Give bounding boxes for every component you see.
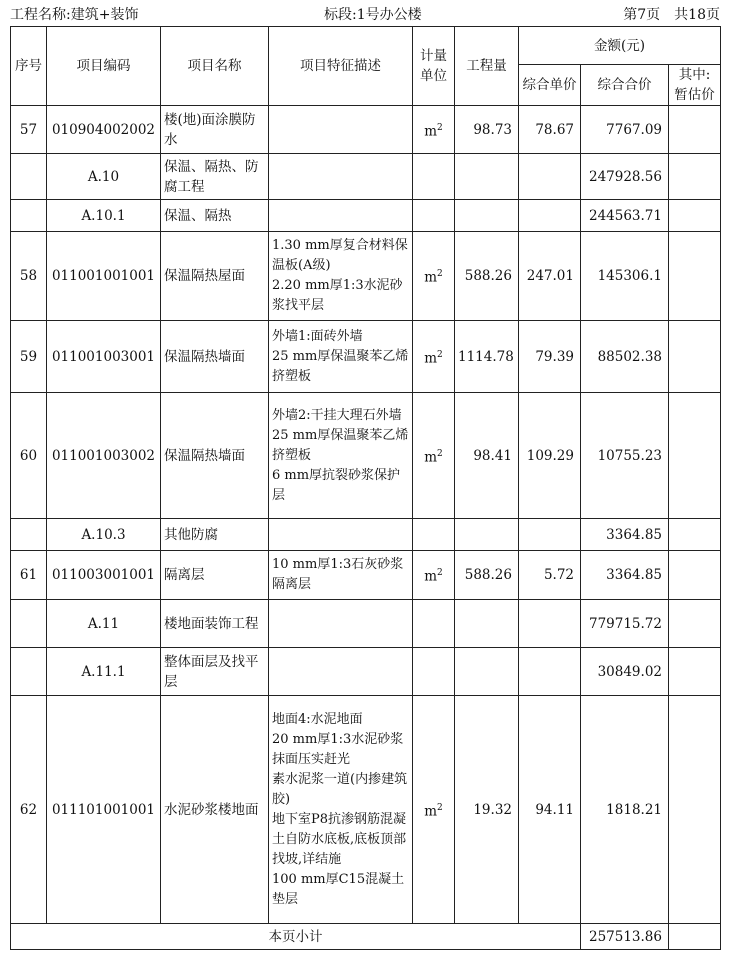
table-row bbox=[11, 154, 721, 200]
table-row bbox=[11, 106, 721, 154]
subtotal-provisional bbox=[669, 924, 721, 950]
row-name: 保温隔热屋面 bbox=[161, 232, 269, 321]
row-total: 244563.71 bbox=[581, 200, 669, 232]
row-unit bbox=[413, 321, 455, 393]
row-unit-price: 94.11 bbox=[519, 696, 581, 924]
row-total: 10755.23 bbox=[581, 393, 669, 519]
row-unit-price: 109.29 bbox=[519, 393, 581, 519]
row-seq bbox=[11, 200, 47, 232]
row-provisional bbox=[669, 393, 721, 519]
row-qty bbox=[455, 519, 519, 551]
row-provisional bbox=[669, 519, 721, 551]
row-total: 88502.38 bbox=[581, 321, 669, 393]
unit-text: m bbox=[424, 350, 438, 367]
row-seq: 62 bbox=[11, 696, 47, 924]
row-code: 010904002002 bbox=[47, 106, 161, 154]
header-qty: 工程量 bbox=[455, 27, 519, 106]
table-row bbox=[11, 232, 721, 321]
row-total: 7767.09 bbox=[581, 106, 669, 154]
row-code: 011101001001 bbox=[47, 696, 161, 924]
row-total: 247928.56 bbox=[581, 154, 669, 200]
row-total: 145306.1 bbox=[581, 232, 669, 321]
row-qty bbox=[455, 200, 519, 232]
row-total: 3364.85 bbox=[581, 551, 669, 600]
header-unit-price: 综合单价 bbox=[519, 65, 581, 106]
row-qty bbox=[455, 600, 519, 648]
row-name: 隔离层 bbox=[161, 551, 269, 600]
row-name: 保温隔热墙面 bbox=[161, 393, 269, 519]
row-unit-price bbox=[519, 200, 581, 232]
row-unit-price: 247.01 bbox=[519, 232, 581, 321]
row-seq bbox=[11, 600, 47, 648]
unit-superscript: 2 bbox=[437, 802, 443, 813]
header-name: 项目名称 bbox=[161, 27, 269, 106]
row-unit bbox=[413, 551, 455, 600]
row-name: 楼(地)面涂膜防水 bbox=[161, 106, 269, 154]
row-unit-price: 5.72 bbox=[519, 551, 581, 600]
row-unit bbox=[413, 648, 455, 696]
row-seq: 59 bbox=[11, 321, 47, 393]
table-body bbox=[11, 106, 721, 924]
row-code: 011001001001 bbox=[47, 232, 161, 321]
table-row bbox=[11, 696, 721, 924]
row-unit bbox=[413, 519, 455, 551]
row-desc: 外墙1:面砖外墙 25 mm厚保温聚苯乙烯挤塑板 bbox=[269, 321, 413, 393]
row-seq bbox=[11, 519, 47, 551]
header-total: 综合合价 bbox=[581, 65, 669, 106]
table-row bbox=[11, 393, 721, 519]
row-desc bbox=[269, 106, 413, 154]
row-qty bbox=[455, 648, 519, 696]
page-header bbox=[8, 4, 720, 24]
unit-text: m bbox=[424, 568, 438, 585]
unit-superscript: 2 bbox=[437, 122, 443, 133]
row-unit bbox=[413, 200, 455, 232]
project-name: 工程名称:建筑+装饰 bbox=[10, 7, 139, 23]
row-seq: 58 bbox=[11, 232, 47, 321]
row-provisional bbox=[669, 600, 721, 648]
row-qty: 1114.78 bbox=[455, 321, 519, 393]
row-desc: 10 mm厚1:3石灰砂浆隔离层 bbox=[269, 551, 413, 600]
row-unit-price bbox=[519, 154, 581, 200]
row-code: A.10.1 bbox=[47, 200, 161, 232]
row-code: A.10.3 bbox=[47, 519, 161, 551]
row-seq bbox=[11, 154, 47, 200]
unit-text: m bbox=[424, 123, 438, 140]
page-number: 第7页 共18页 bbox=[623, 7, 720, 23]
unit-superscript: 2 bbox=[437, 269, 443, 280]
row-seq: 61 bbox=[11, 551, 47, 600]
row-code: 011003001001 bbox=[47, 551, 161, 600]
unit-text: m bbox=[424, 449, 438, 466]
row-code: A.10 bbox=[47, 154, 161, 200]
row-unit bbox=[413, 154, 455, 200]
table-row bbox=[11, 648, 721, 696]
row-name: 保温、隔热、防腐工程 bbox=[161, 154, 269, 200]
row-seq bbox=[11, 648, 47, 696]
row-name: 其他防腐 bbox=[161, 519, 269, 551]
row-qty: 19.32 bbox=[455, 696, 519, 924]
row-seq: 60 bbox=[11, 393, 47, 519]
table-row bbox=[11, 551, 721, 600]
row-unit bbox=[413, 106, 455, 154]
row-desc bbox=[269, 600, 413, 648]
row-code: A.11.1 bbox=[47, 648, 161, 696]
unit-text: m bbox=[424, 269, 438, 286]
row-desc bbox=[269, 154, 413, 200]
row-name: 水泥砂浆楼地面 bbox=[161, 696, 269, 924]
row-provisional bbox=[669, 321, 721, 393]
subtotal-total: 257513.86 bbox=[581, 924, 669, 950]
row-desc bbox=[269, 200, 413, 232]
row-qty: 588.26 bbox=[455, 232, 519, 321]
row-desc: 地面4:水泥地面 20 mm厚1:3水泥砂浆抹面压实赶光 素水泥浆一道(内掺建筑胶) 地下室P8抗渗钢筋混凝土自防水底板,底板顶部找坡,详结施 100 mm厚C15混凝土垫层 bbox=[269, 696, 413, 924]
row-unit bbox=[413, 232, 455, 321]
row-provisional bbox=[669, 200, 721, 232]
row-provisional bbox=[669, 106, 721, 154]
unit-superscript: 2 bbox=[437, 448, 443, 459]
table-row bbox=[11, 600, 721, 648]
row-unit bbox=[413, 696, 455, 924]
row-qty: 98.73 bbox=[455, 106, 519, 154]
row-name: 楼地面装饰工程 bbox=[161, 600, 269, 648]
row-provisional bbox=[669, 154, 721, 200]
header-code: 项目编码 bbox=[47, 27, 161, 106]
row-code: A.11 bbox=[47, 600, 161, 648]
row-total: 779715.72 bbox=[581, 600, 669, 648]
row-unit-price: 79.39 bbox=[519, 321, 581, 393]
row-desc: 外墙2:干挂大理石外墙 25 mm厚保温聚苯乙烯挤塑板 6 mm厚抗裂砂浆保护层 bbox=[269, 393, 413, 519]
section-name: 标段:1号办公楼 bbox=[324, 7, 422, 23]
row-name: 整体面层及找平层 bbox=[161, 648, 269, 696]
row-unit bbox=[413, 393, 455, 519]
row-name: 保温隔热墙面 bbox=[161, 321, 269, 393]
table-row bbox=[11, 519, 721, 551]
header-amount: 金额(元) bbox=[519, 27, 721, 65]
row-total: 1818.21 bbox=[581, 696, 669, 924]
row-unit-price: 78.67 bbox=[519, 106, 581, 154]
unit-superscript: 2 bbox=[437, 568, 443, 579]
row-unit-price bbox=[519, 519, 581, 551]
row-provisional bbox=[669, 696, 721, 924]
row-unit-price bbox=[519, 648, 581, 696]
table-row bbox=[11, 200, 721, 232]
row-total: 3364.85 bbox=[581, 519, 669, 551]
table-row bbox=[11, 321, 721, 393]
row-name: 保温、隔热 bbox=[161, 200, 269, 232]
row-code: 011001003002 bbox=[47, 393, 161, 519]
row-desc: 1.30 mm厚复合材料保温板(A级) 2.20 mm厚1:3水泥砂浆找平层 bbox=[269, 232, 413, 321]
row-desc bbox=[269, 519, 413, 551]
header-provisional: 其中:暂估价 bbox=[669, 65, 721, 106]
row-qty bbox=[455, 154, 519, 200]
row-unit-price bbox=[519, 600, 581, 648]
header-unit: 计量单位 bbox=[413, 27, 455, 106]
bill-of-quantities-table bbox=[10, 26, 721, 950]
row-qty: 98.41 bbox=[455, 393, 519, 519]
row-unit bbox=[413, 600, 455, 648]
row-total: 30849.02 bbox=[581, 648, 669, 696]
unit-text: m bbox=[424, 803, 438, 820]
row-qty: 588.26 bbox=[455, 551, 519, 600]
row-provisional bbox=[669, 551, 721, 600]
unit-superscript: 2 bbox=[437, 349, 443, 360]
row-code: 011001003001 bbox=[47, 321, 161, 393]
header-seq: 序号 bbox=[11, 27, 47, 106]
row-seq: 57 bbox=[11, 106, 47, 154]
subtotal-label: 本页小计 bbox=[11, 924, 581, 950]
row-provisional bbox=[669, 232, 721, 321]
header-desc: 项目特征描述 bbox=[269, 27, 413, 106]
row-provisional bbox=[669, 648, 721, 696]
row-desc bbox=[269, 648, 413, 696]
